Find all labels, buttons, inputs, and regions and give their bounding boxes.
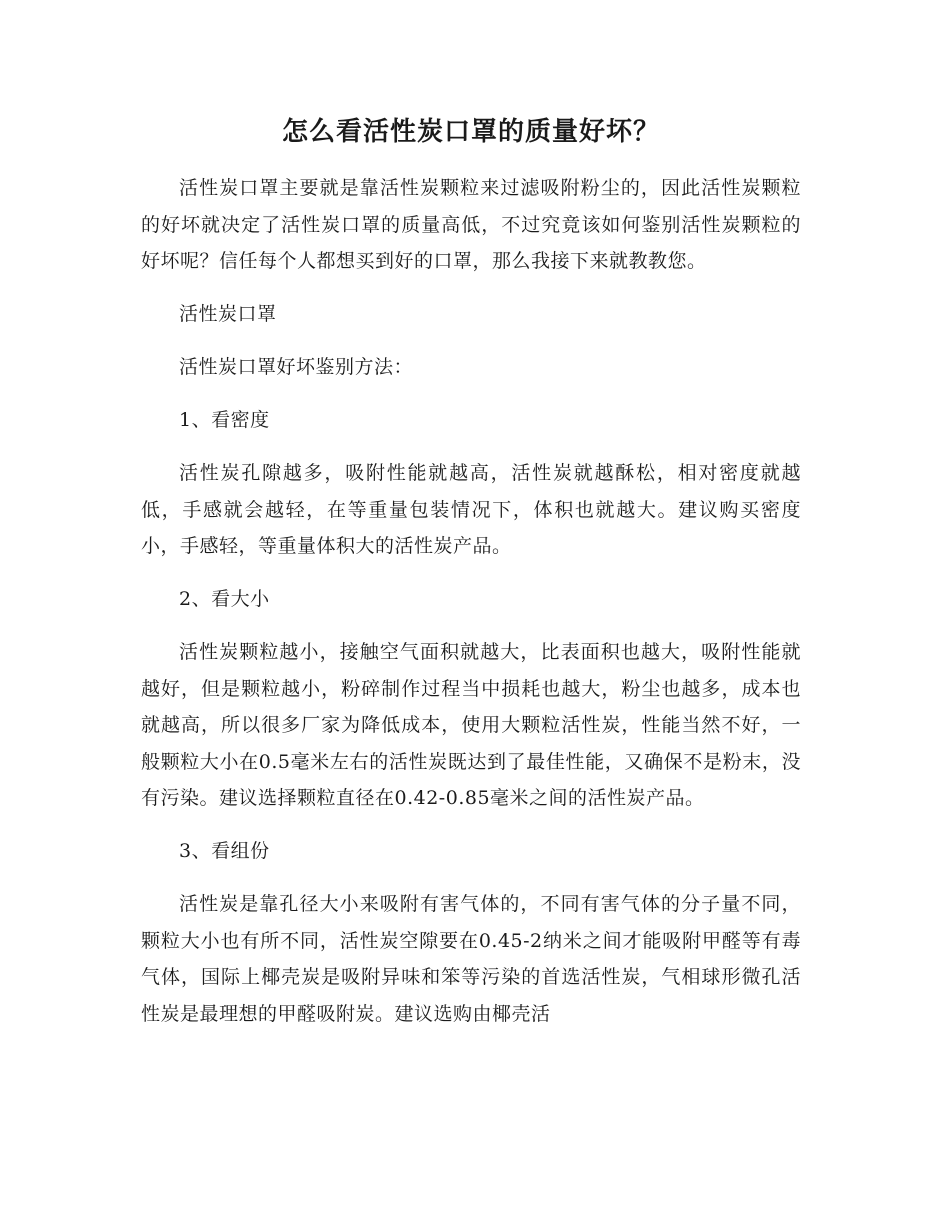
- section-heading-composition: 3、看组份: [179, 840, 270, 862]
- document-content: [141, 110, 801, 1032]
- section-body-size: 活性炭颗粒越小，接触空气面积就越大，比表面积也越大，吸附性能就越好，但是颗粒越小，粉碎制作过程当中损耗也越大，粉尘也越多，成本也就越高，所以很多厂家为降低成本，使用大颗粒活性炭，性能当然不好，一般颗粒大小在0.5毫米左右的活性炭既达到了最佳性能，又确保不是粉末，没有污染。建议选择颗粒直径在0.42-0.85毫米之间的活性炭产品。: [141, 641, 801, 809]
- intro-paragraph: 活性炭口罩主要就是靠活性炭颗粒来过滤吸附粉尘的，因此活性炭颗粒的好坏就决定了活性炭口罩的质量高低，不过究竟该如何鉴别活性炭颗粒的好坏呢？信任每个人都想买到好的口罩，那么我接下来就教教您。: [141, 177, 801, 272]
- section-heading-size: 2、看大小: [179, 588, 270, 610]
- subtitle-line: 活性炭口罩: [179, 303, 277, 325]
- section-body-density: 活性炭孔隙越多，吸附性能就越高，活性炭就越酥松，相对密度就越低，手感就会越轻，在等重量包装情况下，体积也就越大。建议购买密度小，手感轻，等重量体积大的活性炭产品。: [141, 462, 801, 557]
- section-heading-density: 1、看密度: [179, 409, 270, 431]
- section-body-composition: 活性炭是靠孔径大小来吸附有害气体的，不同有害气体的分子量不同，颗粒大小也有所不同，活性炭空隙要在0.45-2纳米之间才能吸附甲醛等有毒气体，国际上椰壳炭是吸附异味和笨等污染的首选活性炭，气相球形微孔活性炭是最理想的甲醛吸附炭。建议选购由椰壳活: [141, 893, 801, 1025]
- document-title: 怎么看活性炭口罩的质量好坏？: [281, 117, 660, 147]
- methods-heading: 活性炭口罩好坏鉴别方法：: [179, 356, 414, 378]
